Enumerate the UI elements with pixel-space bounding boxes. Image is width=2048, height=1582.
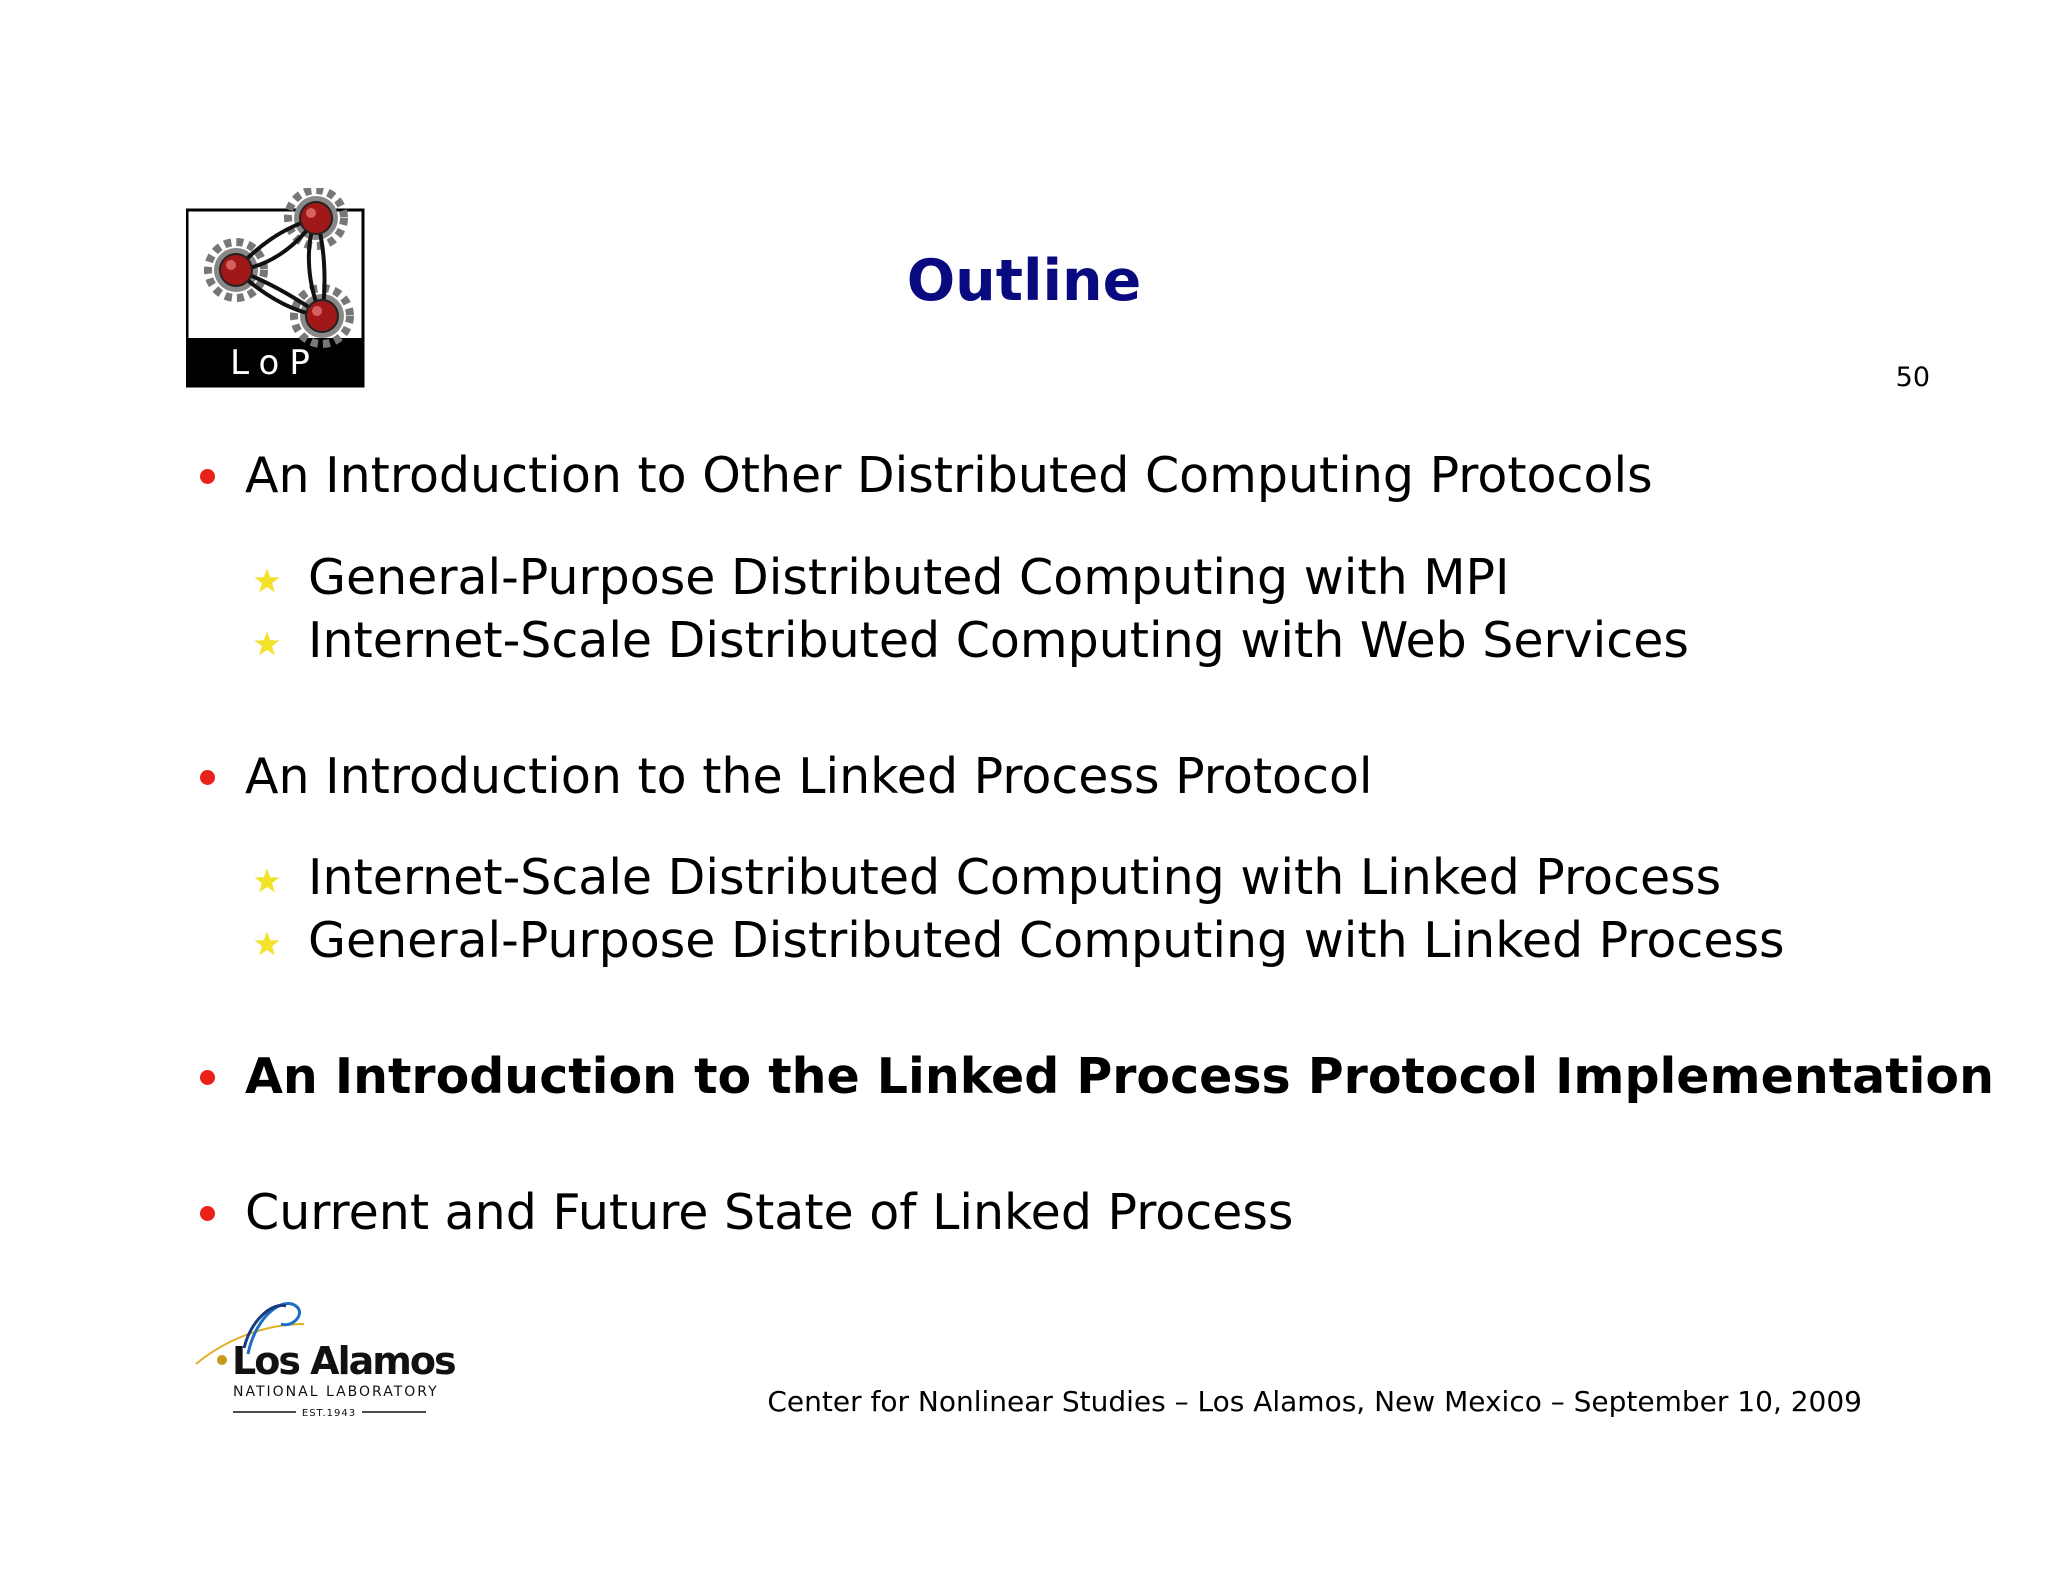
los-alamos-name: Los Alamos: [232, 1339, 455, 1383]
outline-sub-item: [252, 548, 1510, 608]
outline-sub-item: [252, 848, 1721, 908]
outline-item: [198, 747, 1373, 807]
outline-item-label: Current and Future State of Linked Process: [245, 1184, 1294, 1241]
outline-sub-item: [252, 611, 1689, 671]
page-number: 50: [1895, 362, 1930, 393]
los-alamos-logo: [186, 1284, 456, 1420]
outline-item-label: An Introduction to Other Distributed Computing Protocols: [245, 447, 1653, 504]
yellow-star-icon: [252, 629, 282, 659]
outline-item-label: An Introduction to the Linked Process Protocol: [245, 748, 1373, 805]
yellow-star-icon: [252, 929, 282, 959]
outline-sub-item-label: General-Purpose Distributed Computing with MPI: [308, 549, 1510, 606]
yellow-star-icon: [252, 566, 282, 596]
footer: Center for Nonlinear Studies – Los Alamos, New Mexico – September 10, 2009: [767, 1385, 1862, 1418]
outline-item-current: [198, 1047, 1994, 1107]
outline-sub-item: [252, 911, 1785, 971]
outline-item-label: An Introduction to the Linked Process Protocol Implementation: [245, 1048, 1994, 1105]
outline-sub-item-label: Internet-Scale Distributed Computing with Web Services: [308, 612, 1689, 669]
outline-sub-item-label: General-Purpose Distributed Computing with Linked Process: [308, 912, 1785, 969]
outline-item: [198, 446, 1653, 506]
outline-sub-item-label: Internet-Scale Distributed Computing with Linked Process: [308, 849, 1722, 906]
outline-item: [198, 1183, 1293, 1243]
los-alamos-subtitle: NATIONAL LABORATORY: [233, 1384, 439, 1400]
slide-title: Outline: [906, 248, 1142, 314]
los-alamos-established: EST.1943: [301, 1408, 357, 1419]
red-dot-icon: [200, 1206, 215, 1221]
yellow-star-icon: [252, 866, 282, 896]
red-dot-icon: [200, 469, 215, 484]
red-dot-icon: [200, 770, 215, 785]
red-dot-icon: [200, 1070, 215, 1085]
lop-logo-text: LoP: [230, 343, 320, 383]
